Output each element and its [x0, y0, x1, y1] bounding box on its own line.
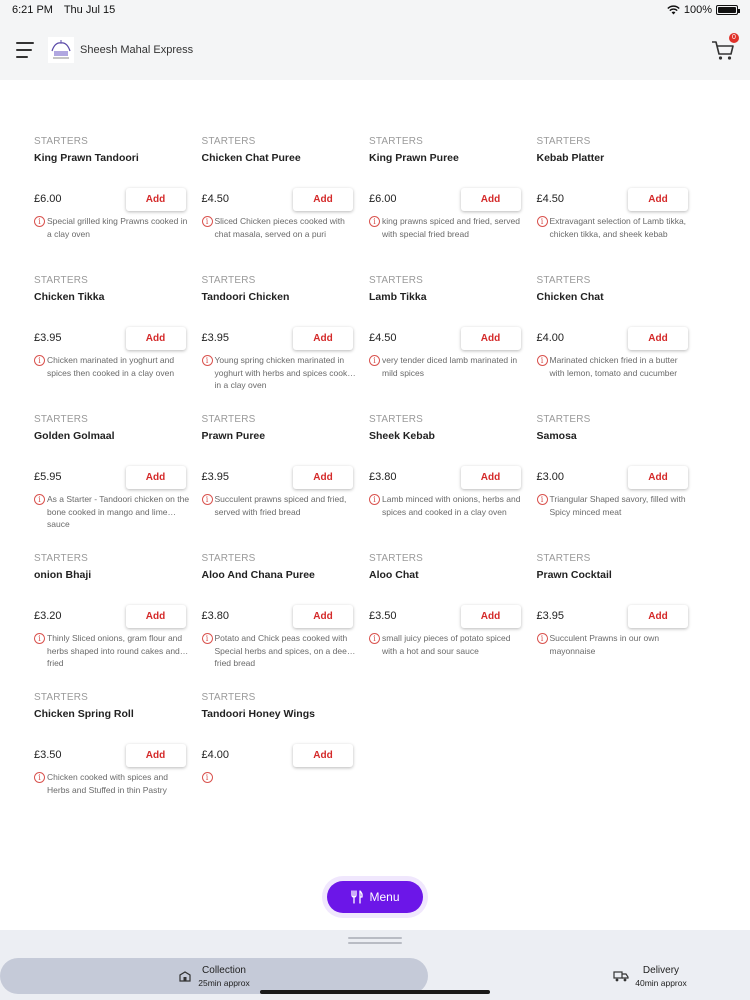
hamburger-icon[interactable]	[16, 42, 38, 58]
delivery-time: 40min approx	[635, 977, 687, 988]
menu-item-card	[34, 553, 202, 692]
fork-knife-icon	[350, 890, 363, 904]
info-icon[interactable]: i	[369, 633, 380, 644]
order-type-bar	[0, 930, 750, 1000]
battery-fill	[718, 7, 736, 13]
info-icon[interactable]: i	[369, 355, 380, 366]
menu-button-label: Menu	[369, 890, 400, 904]
item-description: Chicken marinated in yoghurt and spices then cooked in a clay oven	[47, 355, 175, 378]
info-icon[interactable]: i	[202, 216, 213, 227]
item-description-row	[369, 632, 525, 657]
item-price-row	[34, 326, 190, 350]
item-description-row	[34, 771, 190, 796]
item-price: £4.50	[536, 193, 565, 205]
item-name: Aloo Chat	[369, 569, 419, 581]
add-to-cart-button[interactable]: Add	[126, 466, 186, 489]
add-to-cart-button[interactable]: Add	[628, 188, 688, 211]
item-price-row	[202, 187, 358, 211]
battery-icon	[716, 5, 738, 15]
menu-item-card	[34, 692, 202, 831]
item-price-row	[202, 604, 358, 628]
add-to-cart-button[interactable]: Add	[293, 744, 353, 767]
info-icon[interactable]: i	[537, 494, 548, 505]
menu-item-card	[369, 136, 537, 275]
item-price: £3.80	[201, 610, 230, 622]
item-price: £4.50	[369, 332, 397, 344]
item-price: £3.95	[34, 332, 62, 344]
item-category: STARTERS	[34, 692, 89, 703]
menu-item-card	[369, 414, 537, 553]
item-category: STARTERS	[369, 136, 424, 147]
item-price: £6.00	[34, 193, 62, 205]
item-description-row	[537, 632, 693, 657]
item-description-row	[34, 493, 190, 529]
item-price: £3.50	[34, 749, 62, 761]
info-icon[interactable]: i	[202, 494, 213, 505]
item-price: £5.95	[34, 471, 62, 483]
item-category: STARTERS	[369, 275, 424, 286]
status-left	[12, 4, 123, 16]
item-description-row	[369, 215, 525, 240]
item-description-row	[34, 215, 190, 240]
item-name: Lamb Tikka	[369, 291, 427, 303]
item-description: Young spring chicken marinated in yoghurt with herbs and spices cooked in a clay oven	[214, 355, 357, 390]
item-category: STARTERS	[536, 553, 591, 564]
item-price: £4.00	[536, 332, 565, 344]
item-category: STARTERS	[34, 136, 89, 147]
menu-item-card	[202, 692, 370, 831]
menu-item-card	[34, 136, 202, 275]
item-category: STARTERS	[536, 136, 591, 147]
add-to-cart-button[interactable]: Add	[126, 188, 186, 211]
item-price: £3.50	[369, 610, 397, 622]
info-icon[interactable]: i	[537, 216, 548, 227]
item-description-row	[537, 215, 693, 240]
collection-label: Collection	[202, 964, 246, 976]
info-icon[interactable]: i	[369, 216, 380, 227]
add-to-cart-button[interactable]: Add	[293, 327, 353, 350]
item-description: Potato and Chick peas cooked with Special herbs and spices, on a deep fried bread	[214, 633, 352, 668]
menu-item-card	[537, 553, 705, 692]
app-header	[0, 20, 750, 80]
item-category: STARTERS	[536, 275, 591, 286]
info-icon[interactable]: i	[34, 216, 45, 227]
item-category: STARTERS	[34, 414, 89, 425]
menu-item-card	[34, 275, 202, 414]
status-date: Thu Jul 15	[63, 4, 116, 16]
item-price-row	[34, 187, 190, 211]
item-description-row	[202, 354, 358, 390]
menu-item-card	[537, 136, 705, 275]
item-name: Aloo And Chana Puree	[201, 569, 315, 581]
collection-icon	[178, 970, 192, 982]
item-description-row	[202, 771, 358, 783]
info-icon[interactable]: i	[34, 494, 45, 505]
add-to-cart-button[interactable]: Add	[126, 605, 186, 628]
menu-item-card	[202, 414, 370, 553]
item-name: Kebab Platter	[536, 152, 605, 164]
menu-item-card	[202, 136, 370, 275]
collection-option[interactable]	[0, 958, 428, 994]
item-description-row	[34, 354, 190, 379]
menu-item-card	[369, 275, 537, 414]
item-category: STARTERS	[201, 136, 256, 147]
info-icon[interactable]: i	[34, 355, 45, 366]
menu-button[interactable]	[327, 881, 423, 913]
menu-item-card	[537, 414, 705, 553]
item-name: Prawn Cocktail	[536, 569, 612, 581]
item-description: As a Starter - Tandoori chicken on the bone cooked in mango and lime sauce	[47, 494, 190, 529]
add-to-cart-button[interactable]: Add	[461, 605, 521, 628]
item-description-row	[369, 354, 525, 379]
item-name: Prawn Puree	[201, 430, 266, 442]
add-to-cart-button[interactable]: Add	[126, 327, 186, 350]
delivery-label: Delivery	[642, 964, 680, 976]
info-icon[interactable]: i	[34, 772, 45, 783]
delivery-option[interactable]	[560, 958, 740, 994]
add-to-cart-button[interactable]: Add	[293, 188, 353, 211]
menu-item-card	[369, 553, 537, 692]
status-time: 6:21 PM	[12, 4, 53, 16]
item-price: £3.95	[536, 610, 565, 622]
item-price-row	[537, 187, 693, 211]
item-description-row	[537, 493, 693, 518]
wifi-icon	[667, 5, 680, 15]
item-category: STARTERS	[369, 553, 424, 564]
item-category: STARTERS	[201, 275, 256, 286]
item-description: Sliced Chicken pieces cooked with chat masala, served on a puri	[214, 216, 345, 239]
add-to-cart-button[interactable]: Add	[461, 466, 521, 489]
add-to-cart-button[interactable]: Add	[461, 188, 521, 211]
add-to-cart-button[interactable]: Add	[628, 327, 688, 350]
item-description-row	[202, 493, 358, 518]
add-to-cart-button[interactable]: Add	[628, 605, 688, 628]
app-title: Sheesh Mahal Express	[80, 44, 194, 56]
info-icon[interactable]: i	[202, 633, 213, 644]
item-description: Chicken cooked with spices and Herbs and Stuffed in thin Pastry	[47, 772, 168, 795]
item-category: STARTERS	[201, 553, 256, 564]
status-right	[667, 4, 738, 16]
item-price: £3.95	[201, 471, 230, 483]
info-icon[interactable]: i	[202, 772, 213, 783]
item-description: small juicy pieces of potato spiced with a hot and sour sauce	[382, 633, 511, 656]
menu-item-card	[34, 414, 202, 553]
item-price: £4.00	[201, 749, 230, 761]
item-name: Sheek Kebab	[369, 430, 435, 442]
delivery-icon	[613, 970, 629, 982]
item-category: STARTERS	[201, 692, 256, 703]
item-description-row	[369, 493, 525, 518]
item-name: Chicken Tikka	[34, 291, 105, 303]
item-price: £4.50	[201, 193, 230, 205]
item-price: £3.20	[34, 610, 62, 622]
item-description-row	[537, 354, 693, 379]
item-name: King Prawn Tandoori	[34, 152, 139, 164]
home-indicator	[260, 990, 490, 994]
item-description-row	[34, 632, 190, 668]
menu-item-card	[202, 553, 370, 692]
item-price-row	[537, 326, 693, 350]
item-description: Extravagant selection of Lamb tikka, chicken tikka, and sheek kebab	[549, 216, 687, 239]
item-name: onion Bhaji	[34, 569, 92, 581]
status-bar	[0, 0, 750, 20]
item-price-row	[369, 604, 525, 628]
item-price: £3.80	[369, 471, 397, 483]
item-description-row	[202, 215, 358, 240]
item-description: very tender diced lamb marinated in mild spices	[382, 355, 518, 378]
item-description: Marinated chicken fried in a butter with lemon, tomato and cucumber	[549, 355, 678, 378]
sheet-grabber[interactable]	[348, 937, 402, 945]
item-description: king prawns spiced and fried, served with special fried bread	[382, 216, 520, 239]
item-price-row	[34, 465, 190, 489]
item-name: Tandoori Chicken	[201, 291, 290, 303]
item-price: £3.00	[536, 471, 565, 483]
item-name: Chicken Spring Roll	[34, 708, 134, 720]
item-name: Chicken Chat	[536, 291, 604, 303]
item-name: King Prawn Puree	[369, 152, 459, 164]
item-price-row	[537, 465, 693, 489]
item-description-row	[202, 632, 358, 668]
add-to-cart-button[interactable]: Add	[126, 744, 186, 767]
item-price-row	[202, 743, 358, 767]
add-to-cart-button[interactable]: Add	[293, 466, 353, 489]
add-to-cart-button[interactable]: Add	[628, 466, 688, 489]
info-icon[interactable]: i	[202, 355, 213, 366]
item-price-row	[369, 326, 525, 350]
item-price-row	[537, 604, 693, 628]
add-to-cart-button[interactable]: Add	[293, 605, 353, 628]
item-price-row	[34, 604, 190, 628]
item-description: Succulent prawns spiced and fried, served with fried bread	[214, 494, 347, 517]
item-price-row	[202, 465, 358, 489]
menu-item-card	[537, 275, 705, 414]
item-category: STARTERS	[34, 553, 89, 564]
item-price: £6.00	[369, 193, 397, 205]
item-price-row	[369, 187, 525, 211]
item-category: STARTERS	[536, 414, 591, 425]
item-name: Samosa	[536, 430, 577, 442]
item-name: Golden Golmaal	[34, 430, 115, 442]
item-category: STARTERS	[201, 414, 256, 425]
item-category: STARTERS	[34, 275, 89, 286]
item-price-row	[369, 465, 525, 489]
cart-count-badge: 0	[729, 33, 739, 43]
item-name: Tandoori Honey Wings	[201, 708, 315, 720]
cart-button[interactable]	[710, 34, 736, 63]
info-icon[interactable]: i	[537, 633, 548, 644]
menu-item-card	[202, 275, 370, 414]
add-to-cart-button[interactable]: Add	[461, 327, 521, 350]
item-description: Triangular Shaped savory, filled with Spicy minced meat	[549, 494, 686, 517]
item-name: Chicken Chat Puree	[201, 152, 301, 164]
item-description: Special grilled king Prawns cooked in a clay oven	[47, 216, 188, 239]
collection-time: 25min approx	[198, 977, 250, 988]
menu-items-grid	[34, 136, 724, 831]
item-category: STARTERS	[369, 414, 424, 425]
restaurant-logo	[48, 37, 74, 63]
item-price-row	[34, 743, 190, 767]
item-description: Thinly Sliced onions, gram flour and herbs shaped into round cakes and fried	[47, 633, 183, 668]
info-icon[interactable]: i	[369, 494, 380, 505]
item-price-row	[202, 326, 358, 350]
info-icon[interactable]: i	[34, 633, 45, 644]
item-description: Succulent Prawns in our own mayonnaise	[549, 633, 660, 656]
battery-percent: 100%	[683, 4, 712, 16]
item-description: Lamb minced with onions, herbs and spices and cooked in a clay oven	[382, 494, 521, 517]
info-icon[interactable]: i	[537, 355, 548, 366]
item-price: £3.95	[201, 332, 230, 344]
